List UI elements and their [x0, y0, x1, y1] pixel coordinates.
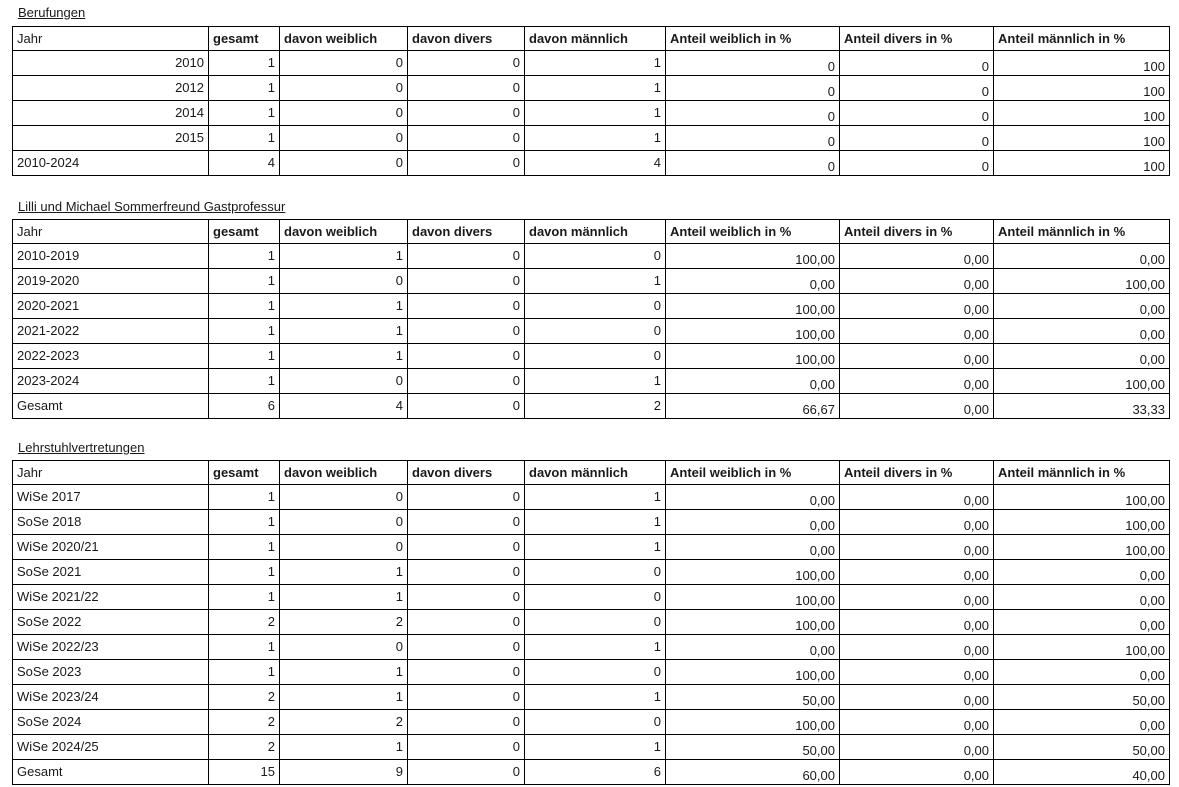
cell-davon-weiblich: 1 — [280, 685, 408, 710]
cell-davon-maennlich: 1 — [525, 269, 666, 294]
cell-anteil-divers: 0,00 — [840, 585, 994, 610]
cell-jahr: WiSe 2017 — [13, 485, 209, 510]
cell-jahr: SoSe 2024 — [13, 710, 209, 735]
cell-jahr: 2019-2020 — [13, 269, 209, 294]
cell-davon-weiblich: 0 — [280, 51, 408, 76]
cell-jahr: 2020-2021 — [13, 294, 209, 319]
header-davon-divers: davon divers — [408, 220, 525, 244]
cell-anteil-divers: 0,00 — [840, 635, 994, 660]
cell-anteil-weiblich: 0,00 — [666, 535, 840, 560]
cell-gesamt: 2 — [209, 735, 280, 760]
cell-jahr: SoSe 2018 — [13, 510, 209, 535]
cell-davon-maennlich: 6 — [525, 760, 666, 785]
cell-davon-weiblich: 0 — [280, 151, 408, 176]
cell-anteil-weiblich: 0,00 — [666, 369, 840, 394]
cell-davon-maennlich: 1 — [525, 510, 666, 535]
cell-davon-weiblich: 1 — [280, 294, 408, 319]
table-row — [13, 510, 1170, 535]
header-jahr: Jahr — [13, 461, 209, 485]
cell-anteil-maennlich: 0,00 — [994, 560, 1170, 585]
cell-anteil-weiblich: 100,00 — [666, 244, 840, 269]
cell-anteil-divers: 0,00 — [840, 535, 994, 560]
cell-anteil-weiblich: 0,00 — [666, 635, 840, 660]
cell-jahr: WiSe 2022/23 — [13, 635, 209, 660]
cell-gesamt: 1 — [209, 369, 280, 394]
cell-davon-maennlich: 0 — [525, 660, 666, 685]
cell-gesamt: 4 — [209, 151, 280, 176]
cell-anteil-maennlich: 100,00 — [994, 269, 1170, 294]
cell-jahr: 2022-2023 — [13, 344, 209, 369]
cell-davon-weiblich: 0 — [280, 101, 408, 126]
header-davon-weiblich: davon weiblich — [280, 461, 408, 485]
cell-anteil-divers: 0,00 — [840, 660, 994, 685]
table-row — [13, 760, 1170, 785]
cell-anteil-maennlich: 100,00 — [994, 535, 1170, 560]
cell-anteil-divers: 0,00 — [840, 394, 994, 419]
cell-anteil-weiblich: 60,00 — [666, 760, 840, 785]
cell-jahr: 2021-2022 — [13, 319, 209, 344]
cell-anteil-maennlich: 100 — [994, 126, 1170, 151]
table-row — [13, 710, 1170, 735]
section-title-lehrstuhlvertretungen: Lehrstuhlvertretungen — [18, 440, 145, 455]
table-row — [13, 319, 1170, 344]
cell-davon-weiblich: 0 — [280, 76, 408, 101]
cell-anteil-maennlich: 100,00 — [994, 635, 1170, 660]
header-anteil-weiblich: Anteil weiblich in % — [666, 461, 840, 485]
cell-jahr: 2010-2024 — [13, 151, 209, 176]
cell-davon-divers: 0 — [408, 535, 525, 560]
header-anteil-maennlich: Anteil männlich in % — [994, 220, 1170, 244]
cell-jahr: 2012 — [13, 76, 209, 101]
cell-davon-weiblich: 1 — [280, 735, 408, 760]
cell-davon-maennlich: 1 — [525, 126, 666, 151]
cell-anteil-divers: 0,00 — [840, 710, 994, 735]
cell-gesamt: 1 — [209, 660, 280, 685]
table-row — [13, 735, 1170, 760]
cell-davon-weiblich: 1 — [280, 319, 408, 344]
cell-anteil-divers: 0,00 — [840, 610, 994, 635]
cell-jahr: SoSe 2023 — [13, 660, 209, 685]
cell-anteil-divers: 0,00 — [840, 560, 994, 585]
cell-anteil-weiblich: 0,00 — [666, 510, 840, 535]
cell-davon-maennlich: 0 — [525, 560, 666, 585]
cell-anteil-maennlich: 0,00 — [994, 244, 1170, 269]
header-davon-maennlich: davon männlich — [525, 461, 666, 485]
header-davon-weiblich: davon weiblich — [280, 220, 408, 244]
cell-gesamt: 2 — [209, 710, 280, 735]
cell-gesamt: 1 — [209, 101, 280, 126]
cell-davon-divers: 0 — [408, 735, 525, 760]
header-gesamt: gesamt — [209, 461, 280, 485]
cell-anteil-divers: 0 — [840, 126, 994, 151]
cell-anteil-divers: 0,00 — [840, 485, 994, 510]
header-davon-divers: davon divers — [408, 27, 525, 51]
cell-anteil-maennlich: 33,33 — [994, 394, 1170, 419]
cell-anteil-maennlich: 100,00 — [994, 369, 1170, 394]
cell-gesamt: 15 — [209, 760, 280, 785]
cell-davon-maennlich: 1 — [525, 485, 666, 510]
cell-davon-weiblich: 1 — [280, 560, 408, 585]
cell-anteil-maennlich: 50,00 — [994, 735, 1170, 760]
cell-davon-weiblich: 0 — [280, 535, 408, 560]
cell-gesamt: 1 — [209, 635, 280, 660]
table-row — [13, 610, 1170, 635]
table-row — [13, 535, 1170, 560]
table-header-row — [13, 220, 1170, 244]
berufungen-table — [12, 26, 1170, 176]
cell-davon-maennlich: 0 — [525, 244, 666, 269]
cell-jahr: 2015 — [13, 126, 209, 151]
cell-gesamt: 1 — [209, 269, 280, 294]
cell-davon-maennlich: 1 — [525, 101, 666, 126]
table-row — [13, 344, 1170, 369]
lehrstuhlvertretungen-table — [12, 460, 1170, 785]
cell-davon-divers: 0 — [408, 685, 525, 710]
table-row — [13, 485, 1170, 510]
cell-anteil-weiblich: 100,00 — [666, 560, 840, 585]
cell-anteil-divers: 0,00 — [840, 344, 994, 369]
header-anteil-maennlich: Anteil männlich in % — [994, 27, 1170, 51]
cell-anteil-divers: 0 — [840, 101, 994, 126]
cell-gesamt: 1 — [209, 319, 280, 344]
cell-anteil-maennlich: 100 — [994, 76, 1170, 101]
cell-davon-maennlich: 1 — [525, 685, 666, 710]
cell-jahr: Gesamt — [13, 394, 209, 419]
cell-anteil-divers: 0,00 — [840, 369, 994, 394]
cell-anteil-maennlich: 0,00 — [994, 344, 1170, 369]
cell-davon-divers: 0 — [408, 319, 525, 344]
cell-davon-divers: 0 — [408, 101, 525, 126]
cell-anteil-maennlich: 0,00 — [994, 660, 1170, 685]
cell-gesamt: 1 — [209, 510, 280, 535]
cell-davon-weiblich: 2 — [280, 610, 408, 635]
header-anteil-divers: Anteil divers in % — [840, 461, 994, 485]
cell-anteil-weiblich: 100,00 — [666, 710, 840, 735]
table-row — [13, 685, 1170, 710]
header-anteil-weiblich: Anteil weiblich in % — [666, 27, 840, 51]
cell-jahr: Gesamt — [13, 760, 209, 785]
header-gesamt: gesamt — [209, 220, 280, 244]
cell-anteil-divers: 0,00 — [840, 294, 994, 319]
cell-anteil-weiblich: 0 — [666, 51, 840, 76]
cell-anteil-divers: 0,00 — [840, 735, 994, 760]
cell-davon-maennlich: 0 — [525, 610, 666, 635]
cell-davon-divers: 0 — [408, 76, 525, 101]
cell-anteil-maennlich: 40,00 — [994, 760, 1170, 785]
table-row — [13, 560, 1170, 585]
table-row — [13, 394, 1170, 419]
cell-anteil-weiblich: 0,00 — [666, 269, 840, 294]
cell-davon-divers: 0 — [408, 126, 525, 151]
cell-davon-maennlich: 1 — [525, 535, 666, 560]
cell-davon-divers: 0 — [408, 344, 525, 369]
cell-anteil-maennlich: 100,00 — [994, 485, 1170, 510]
cell-anteil-weiblich: 100,00 — [666, 610, 840, 635]
cell-davon-divers: 0 — [408, 151, 525, 176]
cell-gesamt: 1 — [209, 560, 280, 585]
cell-anteil-maennlich: 0,00 — [994, 294, 1170, 319]
cell-davon-divers: 0 — [408, 394, 525, 419]
cell-davon-maennlich: 4 — [525, 151, 666, 176]
cell-gesamt: 1 — [209, 51, 280, 76]
cell-gesamt: 1 — [209, 126, 280, 151]
cell-davon-divers: 0 — [408, 485, 525, 510]
cell-anteil-weiblich: 100,00 — [666, 660, 840, 685]
cell-davon-maennlich: 1 — [525, 51, 666, 76]
cell-davon-maennlich: 0 — [525, 710, 666, 735]
cell-davon-maennlich: 1 — [525, 369, 666, 394]
cell-anteil-weiblich: 0 — [666, 101, 840, 126]
cell-anteil-maennlich: 0,00 — [994, 610, 1170, 635]
cell-gesamt: 1 — [209, 344, 280, 369]
header-jahr: Jahr — [13, 220, 209, 244]
cell-jahr: 2010 — [13, 51, 209, 76]
cell-davon-divers: 0 — [408, 510, 525, 535]
cell-davon-maennlich: 2 — [525, 394, 666, 419]
cell-anteil-weiblich: 100,00 — [666, 585, 840, 610]
cell-gesamt: 6 — [209, 394, 280, 419]
cell-anteil-maennlich: 100,00 — [994, 510, 1170, 535]
cell-davon-weiblich: 4 — [280, 394, 408, 419]
cell-davon-maennlich: 0 — [525, 319, 666, 344]
section-title-gastprofessur: Lilli und Michael Sommerfreund Gastprofessur — [18, 199, 286, 214]
table-row — [13, 635, 1170, 660]
cell-davon-weiblich: 1 — [280, 344, 408, 369]
cell-anteil-divers: 0,00 — [840, 269, 994, 294]
cell-jahr: 2014 — [13, 101, 209, 126]
cell-davon-maennlich: 1 — [525, 76, 666, 101]
cell-davon-divers: 0 — [408, 269, 525, 294]
cell-davon-divers: 0 — [408, 660, 525, 685]
table-row — [13, 269, 1170, 294]
cell-davon-divers: 0 — [408, 244, 525, 269]
cell-davon-maennlich: 0 — [525, 344, 666, 369]
cell-anteil-divers: 0 — [840, 51, 994, 76]
cell-anteil-weiblich: 0 — [666, 76, 840, 101]
cell-davon-weiblich: 0 — [280, 485, 408, 510]
table-row — [13, 51, 1170, 76]
table-header-row — [13, 461, 1170, 485]
table-row — [13, 151, 1170, 176]
cell-anteil-weiblich: 100,00 — [666, 294, 840, 319]
cell-davon-weiblich: 0 — [280, 269, 408, 294]
cell-anteil-divers: 0,00 — [840, 319, 994, 344]
cell-davon-weiblich: 0 — [280, 510, 408, 535]
cell-davon-divers: 0 — [408, 635, 525, 660]
cell-davon-divers: 0 — [408, 710, 525, 735]
cell-gesamt: 1 — [209, 244, 280, 269]
table-row — [13, 101, 1170, 126]
header-gesamt: gesamt — [209, 27, 280, 51]
cell-anteil-weiblich: 0 — [666, 151, 840, 176]
cell-anteil-maennlich: 100 — [994, 101, 1170, 126]
cell-jahr: 2023-2024 — [13, 369, 209, 394]
cell-jahr: WiSe 2024/25 — [13, 735, 209, 760]
table-row — [13, 76, 1170, 101]
cell-davon-weiblich: 9 — [280, 760, 408, 785]
header-anteil-divers: Anteil divers in % — [840, 220, 994, 244]
cell-jahr: SoSe 2021 — [13, 560, 209, 585]
section-title-berufungen: Berufungen — [18, 5, 86, 20]
cell-anteil-weiblich: 50,00 — [666, 735, 840, 760]
cell-anteil-divers: 0,00 — [840, 244, 994, 269]
cell-davon-divers: 0 — [408, 610, 525, 635]
header-anteil-divers: Anteil divers in % — [840, 27, 994, 51]
cell-jahr: WiSe 2020/21 — [13, 535, 209, 560]
cell-davon-weiblich: 0 — [280, 126, 408, 151]
cell-jahr: 2010-2019 — [13, 244, 209, 269]
cell-davon-maennlich: 0 — [525, 294, 666, 319]
cell-anteil-maennlich: 0,00 — [994, 710, 1170, 735]
cell-davon-weiblich: 0 — [280, 635, 408, 660]
cell-anteil-maennlich: 0,00 — [994, 585, 1170, 610]
cell-davon-weiblich: 2 — [280, 710, 408, 735]
cell-anteil-divers: 0,00 — [840, 510, 994, 535]
table-row — [13, 585, 1170, 610]
cell-anteil-divers: 0 — [840, 76, 994, 101]
cell-davon-weiblich: 1 — [280, 244, 408, 269]
cell-anteil-weiblich: 50,00 — [666, 685, 840, 710]
cell-anteil-maennlich: 50,00 — [994, 685, 1170, 710]
cell-anteil-weiblich: 0 — [666, 126, 840, 151]
cell-jahr: SoSe 2022 — [13, 610, 209, 635]
header-jahr: Jahr — [13, 27, 209, 51]
table-row — [13, 660, 1170, 685]
cell-gesamt: 1 — [209, 76, 280, 101]
header-davon-maennlich: davon männlich — [525, 220, 666, 244]
cell-davon-weiblich: 1 — [280, 585, 408, 610]
table-header-row — [13, 27, 1170, 51]
cell-davon-divers: 0 — [408, 294, 525, 319]
cell-davon-maennlich: 1 — [525, 635, 666, 660]
cell-davon-maennlich: 0 — [525, 585, 666, 610]
table-row — [13, 369, 1170, 394]
cell-anteil-maennlich: 100 — [994, 151, 1170, 176]
table-row — [13, 244, 1170, 269]
cell-gesamt: 1 — [209, 485, 280, 510]
cell-anteil-divers: 0 — [840, 151, 994, 176]
header-davon-divers: davon divers — [408, 461, 525, 485]
cell-anteil-weiblich: 0,00 — [666, 485, 840, 510]
header-anteil-weiblich: Anteil weiblich in % — [666, 220, 840, 244]
cell-anteil-maennlich: 100 — [994, 51, 1170, 76]
cell-davon-maennlich: 1 — [525, 735, 666, 760]
cell-gesamt: 2 — [209, 685, 280, 710]
header-anteil-maennlich: Anteil männlich in % — [994, 461, 1170, 485]
cell-davon-weiblich: 0 — [280, 369, 408, 394]
cell-jahr: WiSe 2023/24 — [13, 685, 209, 710]
cell-anteil-weiblich: 100,00 — [666, 344, 840, 369]
cell-davon-divers: 0 — [408, 760, 525, 785]
cell-anteil-divers: 0,00 — [840, 685, 994, 710]
cell-davon-weiblich: 1 — [280, 660, 408, 685]
cell-davon-divers: 0 — [408, 51, 525, 76]
cell-davon-divers: 0 — [408, 585, 525, 610]
cell-gesamt: 1 — [209, 294, 280, 319]
table-row — [13, 126, 1170, 151]
table-row — [13, 294, 1170, 319]
cell-anteil-maennlich: 0,00 — [994, 319, 1170, 344]
cell-gesamt: 2 — [209, 610, 280, 635]
header-davon-weiblich: davon weiblich — [280, 27, 408, 51]
cell-davon-divers: 0 — [408, 369, 525, 394]
cell-gesamt: 1 — [209, 535, 280, 560]
cell-gesamt: 1 — [209, 585, 280, 610]
cell-davon-divers: 0 — [408, 560, 525, 585]
cell-anteil-weiblich: 66,67 — [666, 394, 840, 419]
cell-anteil-weiblich: 100,00 — [666, 319, 840, 344]
cell-anteil-divers: 0,00 — [840, 760, 994, 785]
gastprofessur-table — [12, 219, 1170, 419]
cell-jahr: WiSe 2021/22 — [13, 585, 209, 610]
header-davon-maennlich: davon männlich — [525, 27, 666, 51]
